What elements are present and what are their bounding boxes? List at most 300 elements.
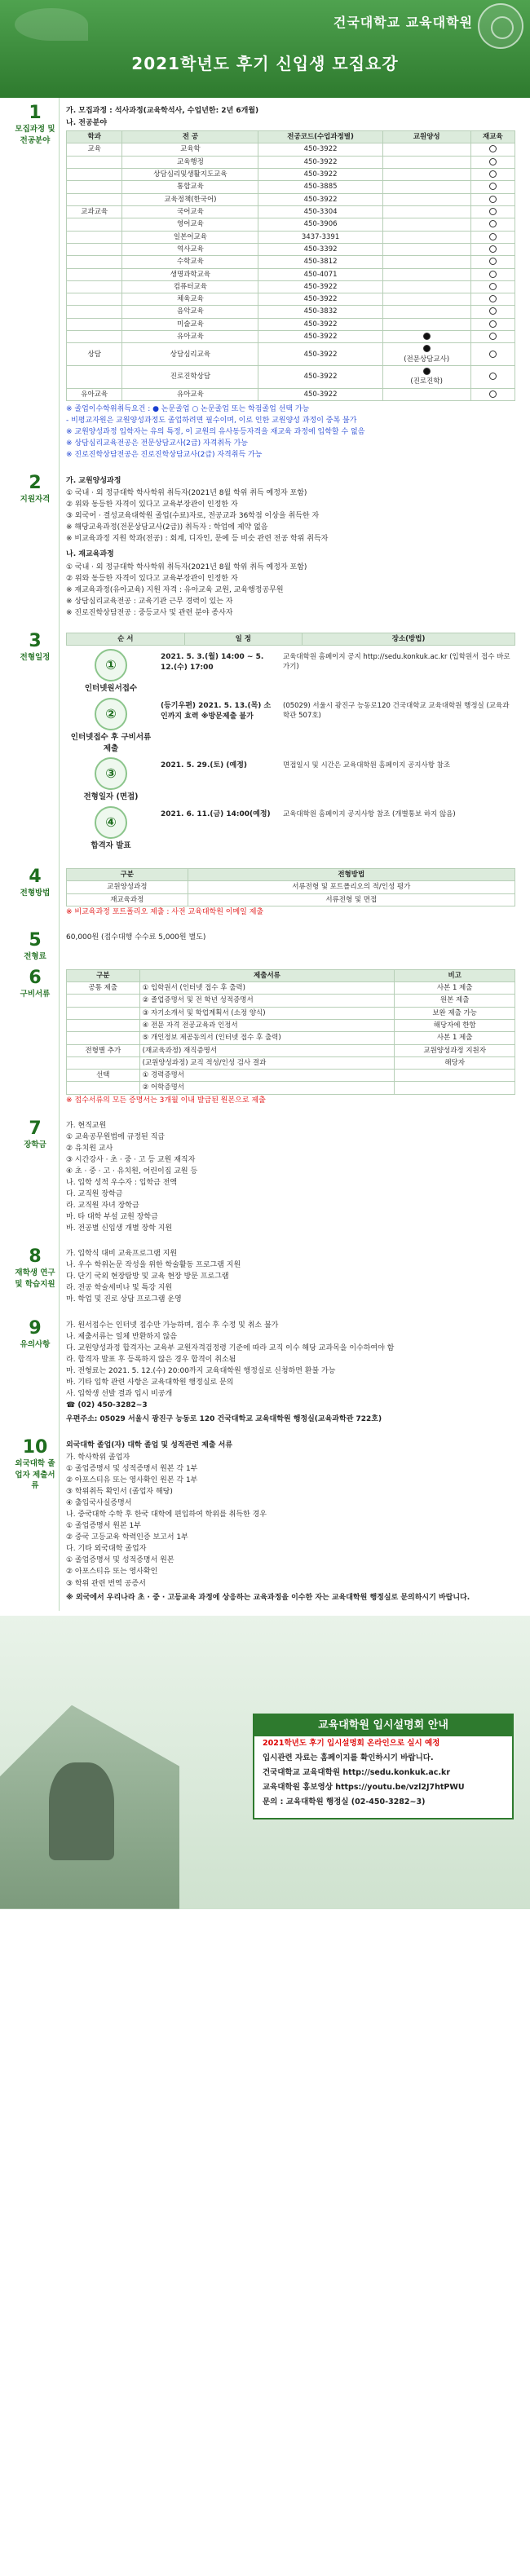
section-number: 4 xyxy=(29,866,42,887)
circle-icon xyxy=(489,233,497,240)
reeducation-cell xyxy=(470,231,515,243)
major-cell: 상담심리및생활지도교육 xyxy=(122,169,258,181)
dept-cell xyxy=(67,231,122,243)
list-item: 다. 기타 외국대학 졸업자 xyxy=(66,1545,147,1554)
dept-cell xyxy=(67,318,122,330)
teacher-training-cell xyxy=(382,318,470,330)
info-line: 건국대학교 교육대학원 http://sedu.konkuk.ac.kr xyxy=(263,1767,451,1777)
column-header: 전 공 xyxy=(122,131,258,143)
step-number: ③ xyxy=(95,757,127,790)
table-cell: 교원양성과정 xyxy=(67,881,188,893)
reeducation-cell xyxy=(470,293,515,306)
dept-cell xyxy=(67,243,122,255)
step-place: (05029) 서울시 광진구 능동로120 건국대학교 교육대학원 행정실 (교육과학관 507호) xyxy=(283,701,510,721)
dept-cell xyxy=(67,156,122,168)
major-cell: 음악교육 xyxy=(122,306,258,318)
list-item: 바. 전공별 신입생 개별 장학 지원 xyxy=(66,1224,173,1233)
teacher-training-cell xyxy=(382,169,470,181)
table-row xyxy=(67,893,515,906)
circle-icon xyxy=(489,307,497,315)
circle-icon xyxy=(489,320,497,328)
column-header: 비고 xyxy=(395,969,515,981)
dept-cell: 상담 xyxy=(67,343,122,366)
table-row xyxy=(67,995,515,1007)
table-row xyxy=(67,231,515,243)
table-row xyxy=(67,243,515,255)
table-cell: 해당자에 한함 xyxy=(395,1019,515,1031)
section-7 xyxy=(11,1114,515,1242)
reeducation-cell xyxy=(470,156,515,168)
section-number: 8 xyxy=(29,1246,42,1268)
dept-cell xyxy=(67,256,122,268)
list-item: 라. 합격자 발표 후 등록하지 않은 경우 합격이 취소됨 xyxy=(66,1355,236,1364)
list-item: ③ 외국어 · 결성교육대학원 졸업(수료)자로, 전공교과 36학점 이상을 취득한 자 xyxy=(66,512,320,521)
column-header: 장소(방법) xyxy=(303,633,515,645)
teacher-training-cell xyxy=(382,143,470,156)
step-place: 교육대학원 홈페이지 공지사항 참조 (개별통보 하지 않음) xyxy=(283,810,456,819)
table-cell: 해당자 xyxy=(395,1056,515,1069)
selection-table xyxy=(66,868,515,906)
section-3 xyxy=(11,626,515,862)
list-item: ※ 해당교육과정(전문상담교사(2급)) 취득자 : 학업에 제약 없음 xyxy=(66,523,268,532)
reeducation-cell xyxy=(470,388,515,400)
step-place: 면접일시 및 시간은 교육대학원 홈페이지 공지사항 참조 xyxy=(283,761,451,770)
list-item: 나. 제출서류는 일체 반환하지 않음 xyxy=(66,1332,178,1341)
section-number: 6 xyxy=(29,967,42,988)
code-cell: 450-3922 xyxy=(258,293,382,306)
table-row xyxy=(67,193,515,205)
major-cell: 수학교육 xyxy=(122,256,258,268)
list-item: ④ 출입국사실증명서 xyxy=(66,1499,132,1508)
circle-icon xyxy=(489,373,497,380)
list-item: 나. 우수 학위논문 작성을 위한 학술활동 프로그램 지원 xyxy=(66,1261,241,1270)
reeducation-cell xyxy=(470,243,515,255)
info-line: 문의 : 교육대학원 행정실 (02-450-3282~3) xyxy=(263,1797,426,1806)
dept-cell: 교육 xyxy=(67,143,122,156)
step-date: (등기우편) 2021. 5. 13.(목) 소인까지 효력 ※방문제출 불가 xyxy=(161,701,272,721)
reeducation-cell xyxy=(470,218,515,231)
section-label: 유의사항 xyxy=(20,1339,51,1349)
table-cell: ① 입학원서 (인터넷 접수 후 출력) xyxy=(139,981,395,994)
step-number: ① xyxy=(95,649,127,681)
section-5 xyxy=(11,925,515,963)
major-cell: 상담심리교육 xyxy=(122,343,258,366)
section-number: 3 xyxy=(29,630,42,651)
code-cell: 450-3922 xyxy=(258,343,382,366)
table-cell xyxy=(395,1070,515,1082)
table-cell: ④ 전문 자격 전공교육과 인정서 xyxy=(139,1019,395,1031)
column-header: 전공코드(수업과정별) xyxy=(258,131,382,143)
list-item: 바. 기타 입학 관련 사항은 교육대학원 행정실로 문의 xyxy=(66,1378,234,1387)
info-session-box xyxy=(253,1714,514,1820)
step-place: 교육대학원 홈페이지 공지 http://sedu.konkuk.ac.kr (입학원서 접수 바로가기) xyxy=(283,653,510,672)
step-number: ② xyxy=(95,698,127,730)
info-line: 입시관련 자료는 홈페이지를 확인하시기 바랍니다. xyxy=(263,1753,434,1763)
column-header: 학과 xyxy=(67,131,122,143)
section-number: 9 xyxy=(29,1317,42,1339)
list-item: ① 졸업증명서 및 성적증명서 원본 각 1부 xyxy=(66,1465,198,1474)
dept-cell xyxy=(67,366,122,389)
major-cell: 교육정책(한국어) xyxy=(122,193,258,205)
teacher-training-cell xyxy=(382,343,470,366)
note: (전문상담교사) xyxy=(404,355,450,364)
table-row xyxy=(67,318,515,330)
table-cell: 사본 1 제출 xyxy=(395,1032,515,1044)
major-table xyxy=(66,130,515,401)
section-number: 10 xyxy=(22,1436,48,1458)
code-cell: 450-3922 xyxy=(258,331,382,343)
reeducation-cell xyxy=(470,205,515,218)
table-cell: 사본 1 제출 xyxy=(395,981,515,994)
section-label: 외국대학 졸업자 제출서류 xyxy=(15,1458,55,1491)
section-10 xyxy=(11,1432,515,1611)
column-header: 순 서 xyxy=(67,633,185,645)
code-cell: 450-3922 xyxy=(258,143,382,156)
reeducation-cell xyxy=(470,331,515,343)
circle-icon xyxy=(489,145,497,152)
table-row xyxy=(67,169,515,181)
list-item: ③ 학위 관련 번역 공증서 xyxy=(66,1579,146,1588)
table-cell: ① 경력증명서 xyxy=(139,1070,395,1082)
list-item: 나. 중국대학 수학 후 한국 대학에 편입하여 학위를 취득한 경우 xyxy=(66,1511,267,1520)
table-cell: ② 졸업증명서 및 전 학년 성적증명서 xyxy=(139,995,395,1007)
subheading: 가. 모집과정 : 석사과정(교육학석사, 수업년한: 2년 6개월) xyxy=(66,107,259,115)
code-cell: 450-3922 xyxy=(258,318,382,330)
list-item: ② 유치원 교사 xyxy=(66,1144,113,1153)
reeducation-cell xyxy=(470,143,515,156)
section-number: 2 xyxy=(29,473,42,494)
decorative-leaf xyxy=(15,8,88,41)
table-cell: ③ 자기소개서 및 학업계획서 (소정 양식) xyxy=(139,1007,395,1019)
code-cell: 450-3812 xyxy=(258,256,382,268)
schedule-step xyxy=(66,698,515,755)
table-cell: (교원양성과정) 교직 적성/인성 검사 결과 xyxy=(139,1056,395,1069)
circle-icon xyxy=(489,196,497,203)
list-item: 마. 학업 및 진로 상담 프로그램 운영 xyxy=(66,1295,182,1304)
table-row xyxy=(67,388,515,400)
circle-icon xyxy=(489,220,497,227)
section-8 xyxy=(11,1242,515,1312)
list-item: ② 아포스티유 또는 영사확인 원본 각 1부 xyxy=(66,1476,198,1485)
table-cell: 원본 제출 xyxy=(395,995,515,1007)
section-4 xyxy=(11,862,515,925)
code-cell: 450-3922 xyxy=(258,169,382,181)
major-cell: 일본어교육 xyxy=(122,231,258,243)
list-item: ※ 상담심리교육전공 : 교육기관 근무 경력이 있는 자 xyxy=(66,597,233,606)
reeducation-cell xyxy=(470,181,515,193)
section-label: 재학생 연구 및 학습지원 xyxy=(15,1268,55,1290)
major-cell: 통합교육 xyxy=(122,181,258,193)
table-cell: 보완 제출 가능 xyxy=(395,1007,515,1019)
table-cell: 서류전형 및 포트폴리오의 적/인성 평가 xyxy=(188,881,515,893)
list-item: 가. 원서접수는 인터넷 접수만 가능하며, 접수 후 수정 및 취소 불가 xyxy=(66,1321,279,1330)
info-line: 2021학년도 후기 입시설명회 온라인으로 실시 예정 xyxy=(263,1739,440,1749)
list-item: ③ 학위취득 확인서 (졸업자 해당) xyxy=(66,1488,173,1497)
table-row xyxy=(67,366,515,389)
table-row xyxy=(67,293,515,306)
list-item: ③ 시간강사 · 초 · 중 · 고 등 교원 재직자 xyxy=(66,1155,196,1164)
note: (진로진학) xyxy=(410,377,443,386)
section-9 xyxy=(11,1313,515,1432)
section-label: 전형방법 xyxy=(20,888,51,898)
list-item: ① 졸업증명서 원본 1부 xyxy=(66,1522,141,1531)
subheading: 가. 교원양성과정 xyxy=(66,477,121,486)
list-item: ④ 초 · 중 · 고 · 유치원, 어린이집 교원 등 xyxy=(66,1167,198,1176)
section-number: 1 xyxy=(29,103,42,123)
step-name: 합격자 발표 xyxy=(91,841,131,851)
code-cell: 3437-3391 xyxy=(258,231,382,243)
dept-cell xyxy=(67,169,122,181)
table-row xyxy=(67,306,515,318)
circle-icon xyxy=(489,158,497,165)
major-cell: 교육행정 xyxy=(122,156,258,168)
reeducation-cell xyxy=(470,193,515,205)
list-item: ② 위와 동등한 자격이 있다고 교육부장관이 인정한 자 xyxy=(66,574,238,583)
note: ※ 상담심리교육전공은 전문상담교사(2급) 자격취득 가능 xyxy=(66,439,249,448)
teacher-training-cell xyxy=(382,193,470,205)
teacher-training-cell xyxy=(382,306,470,318)
circle-icon xyxy=(489,351,497,358)
table-row xyxy=(67,343,515,366)
table-row xyxy=(67,1082,515,1094)
fee-text: 60,000원 (접수대행 수수료 5,000원 별도) xyxy=(66,933,206,942)
section-label: 전형료 xyxy=(24,951,46,961)
subheading: 나. 재교육과정 xyxy=(66,550,114,559)
code-cell: 450-3885 xyxy=(258,181,382,193)
step-name: 인터넷접수 후 구비서류 제출 xyxy=(70,732,152,753)
list-item: 가. 학사학위 졸업자 xyxy=(66,1453,130,1462)
section-number: 7 xyxy=(29,1118,42,1139)
note: ※ 진로진학상담전공은 진로진학상담교사(2급) 자격취득 가능 xyxy=(66,451,263,460)
code-cell: 450-3906 xyxy=(258,218,382,231)
note: ※ 비교육과정 포트폴리오 제출 : 사전 교육대학원 이메일 제출 xyxy=(66,907,264,916)
column-header: 일 정 xyxy=(184,633,303,645)
table-row xyxy=(67,280,515,293)
section-label: 모집과정 및 전공분야 xyxy=(15,125,55,145)
section-6 xyxy=(11,963,515,1114)
step-name: 전형일자 (면접) xyxy=(83,792,139,802)
table-cell: 전형별 추가 xyxy=(67,1044,140,1056)
table-row xyxy=(67,205,515,218)
header-banner xyxy=(0,0,530,98)
column-header: 구분 xyxy=(67,969,140,981)
info-box-title: 교육대학원 입시설명회 안내 xyxy=(254,1715,512,1737)
major-cell: 역사교육 xyxy=(122,243,258,255)
filled-circle-icon xyxy=(423,368,431,375)
teacher-training-cell xyxy=(382,280,470,293)
teacher-training-cell xyxy=(382,366,470,389)
code-cell: 450-3922 xyxy=(258,388,382,400)
major-cell: 유아교육 xyxy=(122,388,258,400)
table-cell: 공통 제출 xyxy=(67,981,140,994)
section-label: 장학금 xyxy=(24,1140,46,1149)
subheading: 나. 전공분야 xyxy=(66,119,108,128)
address: 우편주소: 05029 서울시 광진구 능동로 120 건국대학교 교육대학원 행정실(교육과학관 722호) xyxy=(66,1414,382,1423)
major-cell: 미술교육 xyxy=(122,318,258,330)
circle-icon xyxy=(489,258,497,265)
column-header: 교원양성 xyxy=(382,131,470,143)
list-item: 라. 교직원 자녀 장학금 xyxy=(66,1202,139,1211)
documents-table xyxy=(66,969,515,1095)
major-cell: 컴퓨터교육 xyxy=(122,280,258,293)
teacher-training-cell xyxy=(382,218,470,231)
circle-icon xyxy=(489,183,497,190)
table-row xyxy=(67,1056,515,1069)
dept-cell xyxy=(67,218,122,231)
list-item: 다. 교원양성과정 합격자는 교육부 교원자격검정령 기준에 따라 교직 이수 해당 교과목을 이수하여야 함 xyxy=(66,1343,395,1352)
list-item: ② 중국 고등교육 학력인증 보고서 1부 xyxy=(66,1533,188,1542)
schedule-step xyxy=(66,757,515,803)
section-1 xyxy=(11,98,515,468)
dept-cell xyxy=(67,280,122,293)
schedule-header xyxy=(66,633,515,646)
table-cell: 서류전형 및 면접 xyxy=(188,893,515,906)
note: ※ 접수서류의 모든 증명서는 3개월 이내 발급된 원본으로 제출 xyxy=(66,1096,266,1105)
major-cell: 유아교육 xyxy=(122,331,258,343)
reeducation-cell xyxy=(470,280,515,293)
list-item: ② 아포스티유 또는 영사확인 xyxy=(66,1568,158,1577)
list-item: 가. 현직교원 xyxy=(66,1121,107,1130)
code-cell: 450-3922 xyxy=(258,156,382,168)
reeducation-cell xyxy=(470,268,515,280)
major-cell: 생명과학교육 xyxy=(122,268,258,280)
dept-cell xyxy=(67,193,122,205)
dept-cell xyxy=(67,331,122,343)
list-item: ② 위와 동등한 자격이 있다고 교육부장관이 인정한 자 xyxy=(66,501,238,509)
step-name: 인터넷원서접수 xyxy=(84,684,138,694)
column-header: 제출서류 xyxy=(139,969,395,981)
teacher-training-cell xyxy=(382,181,470,193)
step-number: ④ xyxy=(95,806,127,839)
circle-icon xyxy=(489,271,497,278)
contact-phone: ☎ (02) 450-3282~3 xyxy=(66,1400,148,1409)
dept-cell xyxy=(67,293,122,306)
code-cell: 450-3922 xyxy=(258,193,382,205)
circle-icon xyxy=(489,283,497,290)
reeducation-cell xyxy=(470,256,515,268)
table-row xyxy=(67,143,515,156)
section-label: 지원자격 xyxy=(20,495,51,505)
circle-icon xyxy=(489,170,497,178)
table-cell xyxy=(67,1007,140,1019)
filled-circle-icon xyxy=(423,345,431,352)
list-item: 마. 전형료는 2021. 5. 12.(수) 20:00까지 교육대학원 행정실로 신청하면 환불 가능 xyxy=(66,1366,336,1375)
circle-icon xyxy=(489,333,497,340)
column-header: 전형방법 xyxy=(188,868,515,880)
table-cell xyxy=(67,1019,140,1031)
table-cell: ⑤ 개인정보 제공동의서 (인터넷 접수 후 출력) xyxy=(139,1032,395,1044)
list-item: ※ 비교육과정 지원 학과(전공) : 회계, 디자인, 문예 등 비슷 관련 전공 학위 취득자 xyxy=(66,535,329,544)
code-cell: 450-3304 xyxy=(258,205,382,218)
list-item: 마. 타 대학 부설 교원 장학금 xyxy=(66,1213,158,1222)
list-item: 사. 입학생 선발 결과 입시 비공개 xyxy=(66,1389,173,1398)
table-row xyxy=(67,1019,515,1031)
reeducation-cell xyxy=(470,306,515,318)
table-cell: 재교육과정 xyxy=(67,893,188,906)
list-item: ① 국내 · 외 정규대학 학사학위 취득자(2021년 8월 학위 취득 예정자 포함) xyxy=(66,489,307,498)
note: ※ 교원양성과정 입학자는 유의 특정, 이 교원의 유사동등자격을 재교육 과정에 입학할 수 없음 xyxy=(66,428,365,437)
circle-icon xyxy=(489,208,497,215)
step-date: 2021. 6. 11.(금) 14:00(예정) xyxy=(161,810,271,819)
list-item: ① 국내 · 외 정규대학 학사학위 취득자(2021년 8월 학위 취득 예정자 포함) xyxy=(66,562,307,571)
column-header: 재교육 xyxy=(470,131,515,143)
dept-cell xyxy=(67,306,122,318)
major-cell: 진로진학상담 xyxy=(122,366,258,389)
table-row xyxy=(67,181,515,193)
code-cell: 450-3922 xyxy=(258,280,382,293)
section-2 xyxy=(11,468,515,626)
note: ※ 외국에서 우리나라 초 · 중 · 고등교육 과정에 상응하는 교육과정을 이수한 자는 교육대학원 행정실로 문의하시기 바랍니다. xyxy=(66,1593,470,1602)
table-row xyxy=(67,218,515,231)
table-row xyxy=(67,881,515,893)
list-item: 가. 입학식 대비 교육프로그램 지원 xyxy=(66,1250,178,1259)
list-item: 라. 전공 학술세미나 및 특강 지원 xyxy=(66,1284,173,1293)
code-cell: 450-3392 xyxy=(258,243,382,255)
table-cell xyxy=(67,995,140,1007)
teacher-training-cell xyxy=(382,388,470,400)
teacher-training-cell xyxy=(382,156,470,168)
teacher-training-cell xyxy=(382,256,470,268)
teacher-training-cell xyxy=(382,331,470,343)
table-row xyxy=(67,1032,515,1044)
table-cell: 선택 xyxy=(67,1070,140,1082)
column-header: 구분 xyxy=(67,868,188,880)
circle-icon xyxy=(489,245,497,253)
reeducation-cell xyxy=(470,169,515,181)
table-row xyxy=(67,981,515,994)
list-item: ① 교육공무원법에 규정된 직급 xyxy=(66,1132,165,1141)
list-item: ※ 재교육과정(유아교육) 지원 자격 : 유아교육 교원, 교육행정공무원 xyxy=(66,585,284,594)
table-cell: (재교육과정) 재직증명서 xyxy=(139,1044,395,1056)
table-cell xyxy=(67,1082,140,1094)
note: ※ 졸업이수학위취득요건 : ● 논문졸업 ○ 논문졸업 또는 학점졸업 선택 가능 xyxy=(66,404,310,413)
list-item: ① 졸업증명서 및 성적증명서 원본 xyxy=(66,1556,174,1565)
major-cell: 교육학 xyxy=(122,143,258,156)
subheading: 외국대학 졸업(자) 대학 졸업 및 성적관련 제출 서류 xyxy=(66,1440,233,1449)
table-row xyxy=(67,156,515,168)
list-item: ※ 진로진학상담전공 : 중등교사 및 관련 분야 종사자 xyxy=(66,608,233,617)
code-cell: 450-3832 xyxy=(258,306,382,318)
circle-icon xyxy=(489,295,497,302)
table-row xyxy=(67,331,515,343)
table-cell: 교원양성과정 지원자 xyxy=(395,1044,515,1056)
teacher-training-cell xyxy=(382,231,470,243)
schedule-step xyxy=(66,649,515,695)
dept-cell: 교과교육 xyxy=(67,205,122,218)
list-item: 다. 단기 국외 현장탐방 및 교육 현장 방문 프로그램 xyxy=(66,1273,229,1281)
table-row xyxy=(67,256,515,268)
dept-cell xyxy=(67,268,122,280)
section-label: 전형일정 xyxy=(20,652,51,662)
info-line: 교육대학원 홍보영상 https://youtu.be/vzl2J7htPWU xyxy=(263,1782,465,1792)
list-item: 나. 입학 성적 우수자 : 입학금 전액 xyxy=(66,1179,178,1188)
code-cell: 450-4071 xyxy=(258,268,382,280)
teacher-training-cell xyxy=(382,243,470,255)
major-cell: 영어교육 xyxy=(122,218,258,231)
content xyxy=(0,98,530,1611)
table-cell xyxy=(67,1056,140,1069)
page-title: 2021학년도 후기 신입생 모집요강 xyxy=(131,54,399,73)
university-name: 건국대학교 교육대학원 xyxy=(333,15,473,30)
dept-cell xyxy=(67,181,122,193)
schedule-step xyxy=(66,806,515,852)
step-date: 2021. 5. 29.(토) (예정) xyxy=(161,761,248,770)
section-label: 구비서류 xyxy=(20,989,51,999)
major-cell: 체육교육 xyxy=(122,293,258,306)
teacher-training-cell xyxy=(382,268,470,280)
table-cell xyxy=(395,1082,515,1094)
statue-image xyxy=(49,1762,114,1860)
